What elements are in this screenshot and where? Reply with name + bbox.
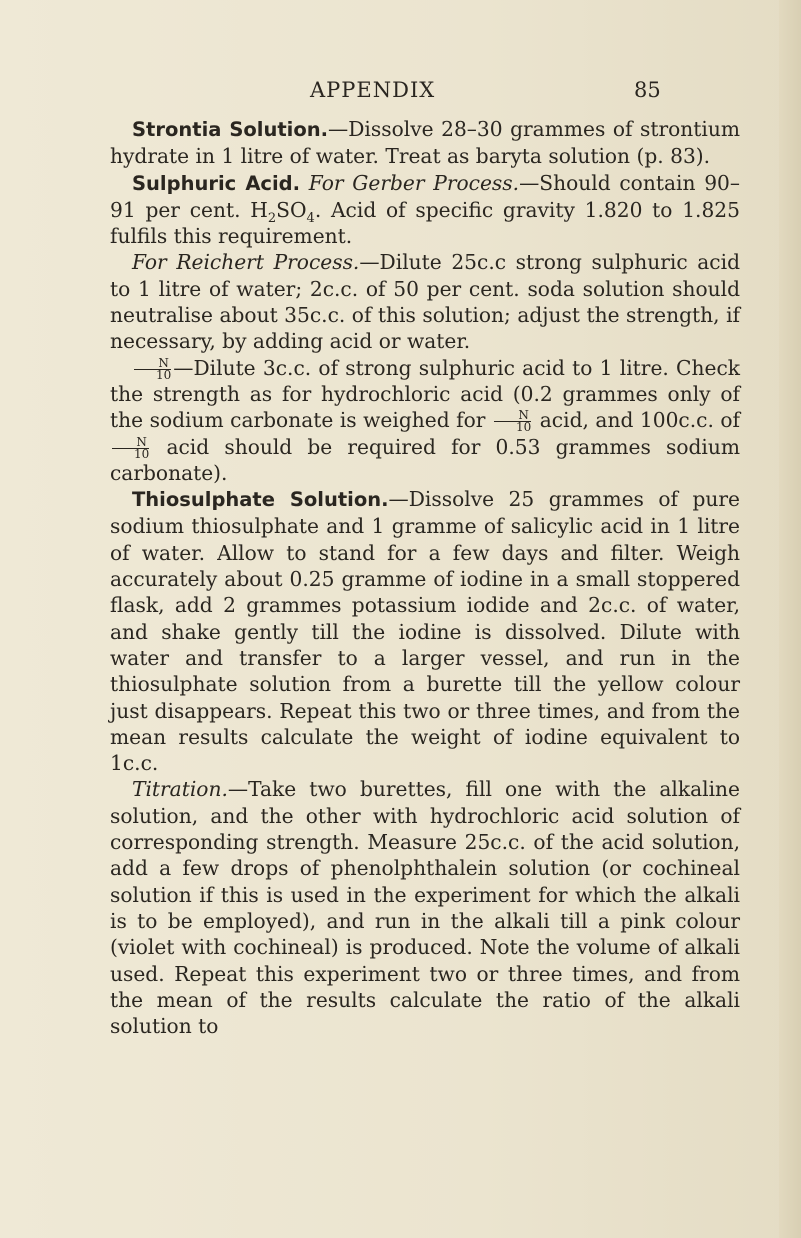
page-edge	[779, 0, 801, 1238]
thiosulphate-text: —Dissolve 25 grammes of pure sodium thiosulphate and 1 gramme of salicylic acid in 1 litre of water. Allow to stand for a few days and filter. Weigh accurately about 0.25 gramme of iodine in a small stoppered flask, add 2 grammes potassium iodide and 2c.c. of water, and shake gently till the iodine is dissolved. Dilute with water and transfer to a larger vessel, and run in the thiosulphate solution from a burette till the yellow colour just disappears. Repeat this two or three times, and from the mean results calculate the weight of iodine equivalent to 1c.c.	[110, 487, 740, 776]
sulphuric-heading: Sulphuric Acid.	[132, 171, 301, 195]
fraction-numerator: N	[134, 358, 171, 370]
gerber-text-a: —Should contain 90–91 per cent. H	[110, 170, 740, 222]
thiosulphate-paragraph	[110, 486, 740, 776]
fraction-n-10	[112, 434, 150, 461]
gerber-text-b: SO	[276, 197, 307, 222]
fraction-denominator: 10	[134, 446, 150, 461]
fraction-denominator: 10	[515, 420, 532, 435]
h-subscript: 2	[267, 210, 277, 226]
body-text	[110, 116, 740, 1039]
fraction-n-10	[134, 355, 172, 382]
page-number: 85	[634, 78, 661, 102]
decinormal-text-c: acid should be required for 0.53 grammes sodium carbonate).	[110, 434, 741, 485]
decinormal-text-b: acid, and 100c.c. of	[539, 408, 741, 433]
sulphuric-gerber-paragraph	[110, 170, 740, 250]
strontia-paragraph	[110, 116, 740, 170]
titration-paragraph	[110, 776, 740, 1039]
page-header	[0, 78, 801, 108]
titration-text: —Take two burettes, fill one with the alkaline solution, and the other with hydrochloric acid solution of corresponding strength. Measure 25c.c. of the acid solution, add a few drops of phenolphthalein solution (or cochineal solution if this is used in the experiment for which the alkali is to be employed), and run in the alkali till a pink colour (violet with cochineal) is produced. Note the volume of alkali used. Repeat this experiment two or three times, and from the mean of the results calculate the ratio of the alkali solution to	[110, 777, 740, 1039]
reichert-paragraph	[110, 249, 740, 354]
running-head: APPENDIX	[310, 78, 436, 102]
decinormal-paragraph	[110, 355, 740, 486]
thiosulphate-heading: Thiosulphate Solution.	[132, 488, 389, 512]
strontia-heading: Strontia Solution.	[132, 118, 329, 141]
fraction-n-10	[494, 410, 531, 433]
o-subscript: 4	[306, 210, 315, 226]
fraction-numerator: N	[494, 410, 531, 422]
fraction-denominator: 10	[156, 367, 172, 382]
decinormal-text-a: —Dilute 3c.c. of strong sulphuric acid to 1 litre. Check the strength as for hydrochloric acid (0.2 grammes only of the sodium carbonate is weighed for	[110, 355, 740, 433]
reichert-label: For Reichert Process.	[132, 250, 360, 275]
titration-label: Titration.	[132, 777, 228, 802]
strontia-text: —Dissolve 28–30 grammes of strontium hydrate in 1 litre of water. Treat as baryta solution (p. 83).	[110, 117, 741, 169]
gerber-text-c: . Acid of specific gravity 1.820 to 1.825 fulfils this requirement.	[110, 197, 740, 249]
reichert-text: —Dilute 25c.c strong sulphuric acid to 1 litre of water; 2c.c. of 50 per cent. soda solution should neutralise about 35c.c. of this solution; adjust the strength, if necessary, by adding acid or water.	[110, 250, 740, 354]
fraction-numerator: N	[112, 437, 149, 449]
gerber-label: For Gerber Process.	[308, 170, 520, 195]
